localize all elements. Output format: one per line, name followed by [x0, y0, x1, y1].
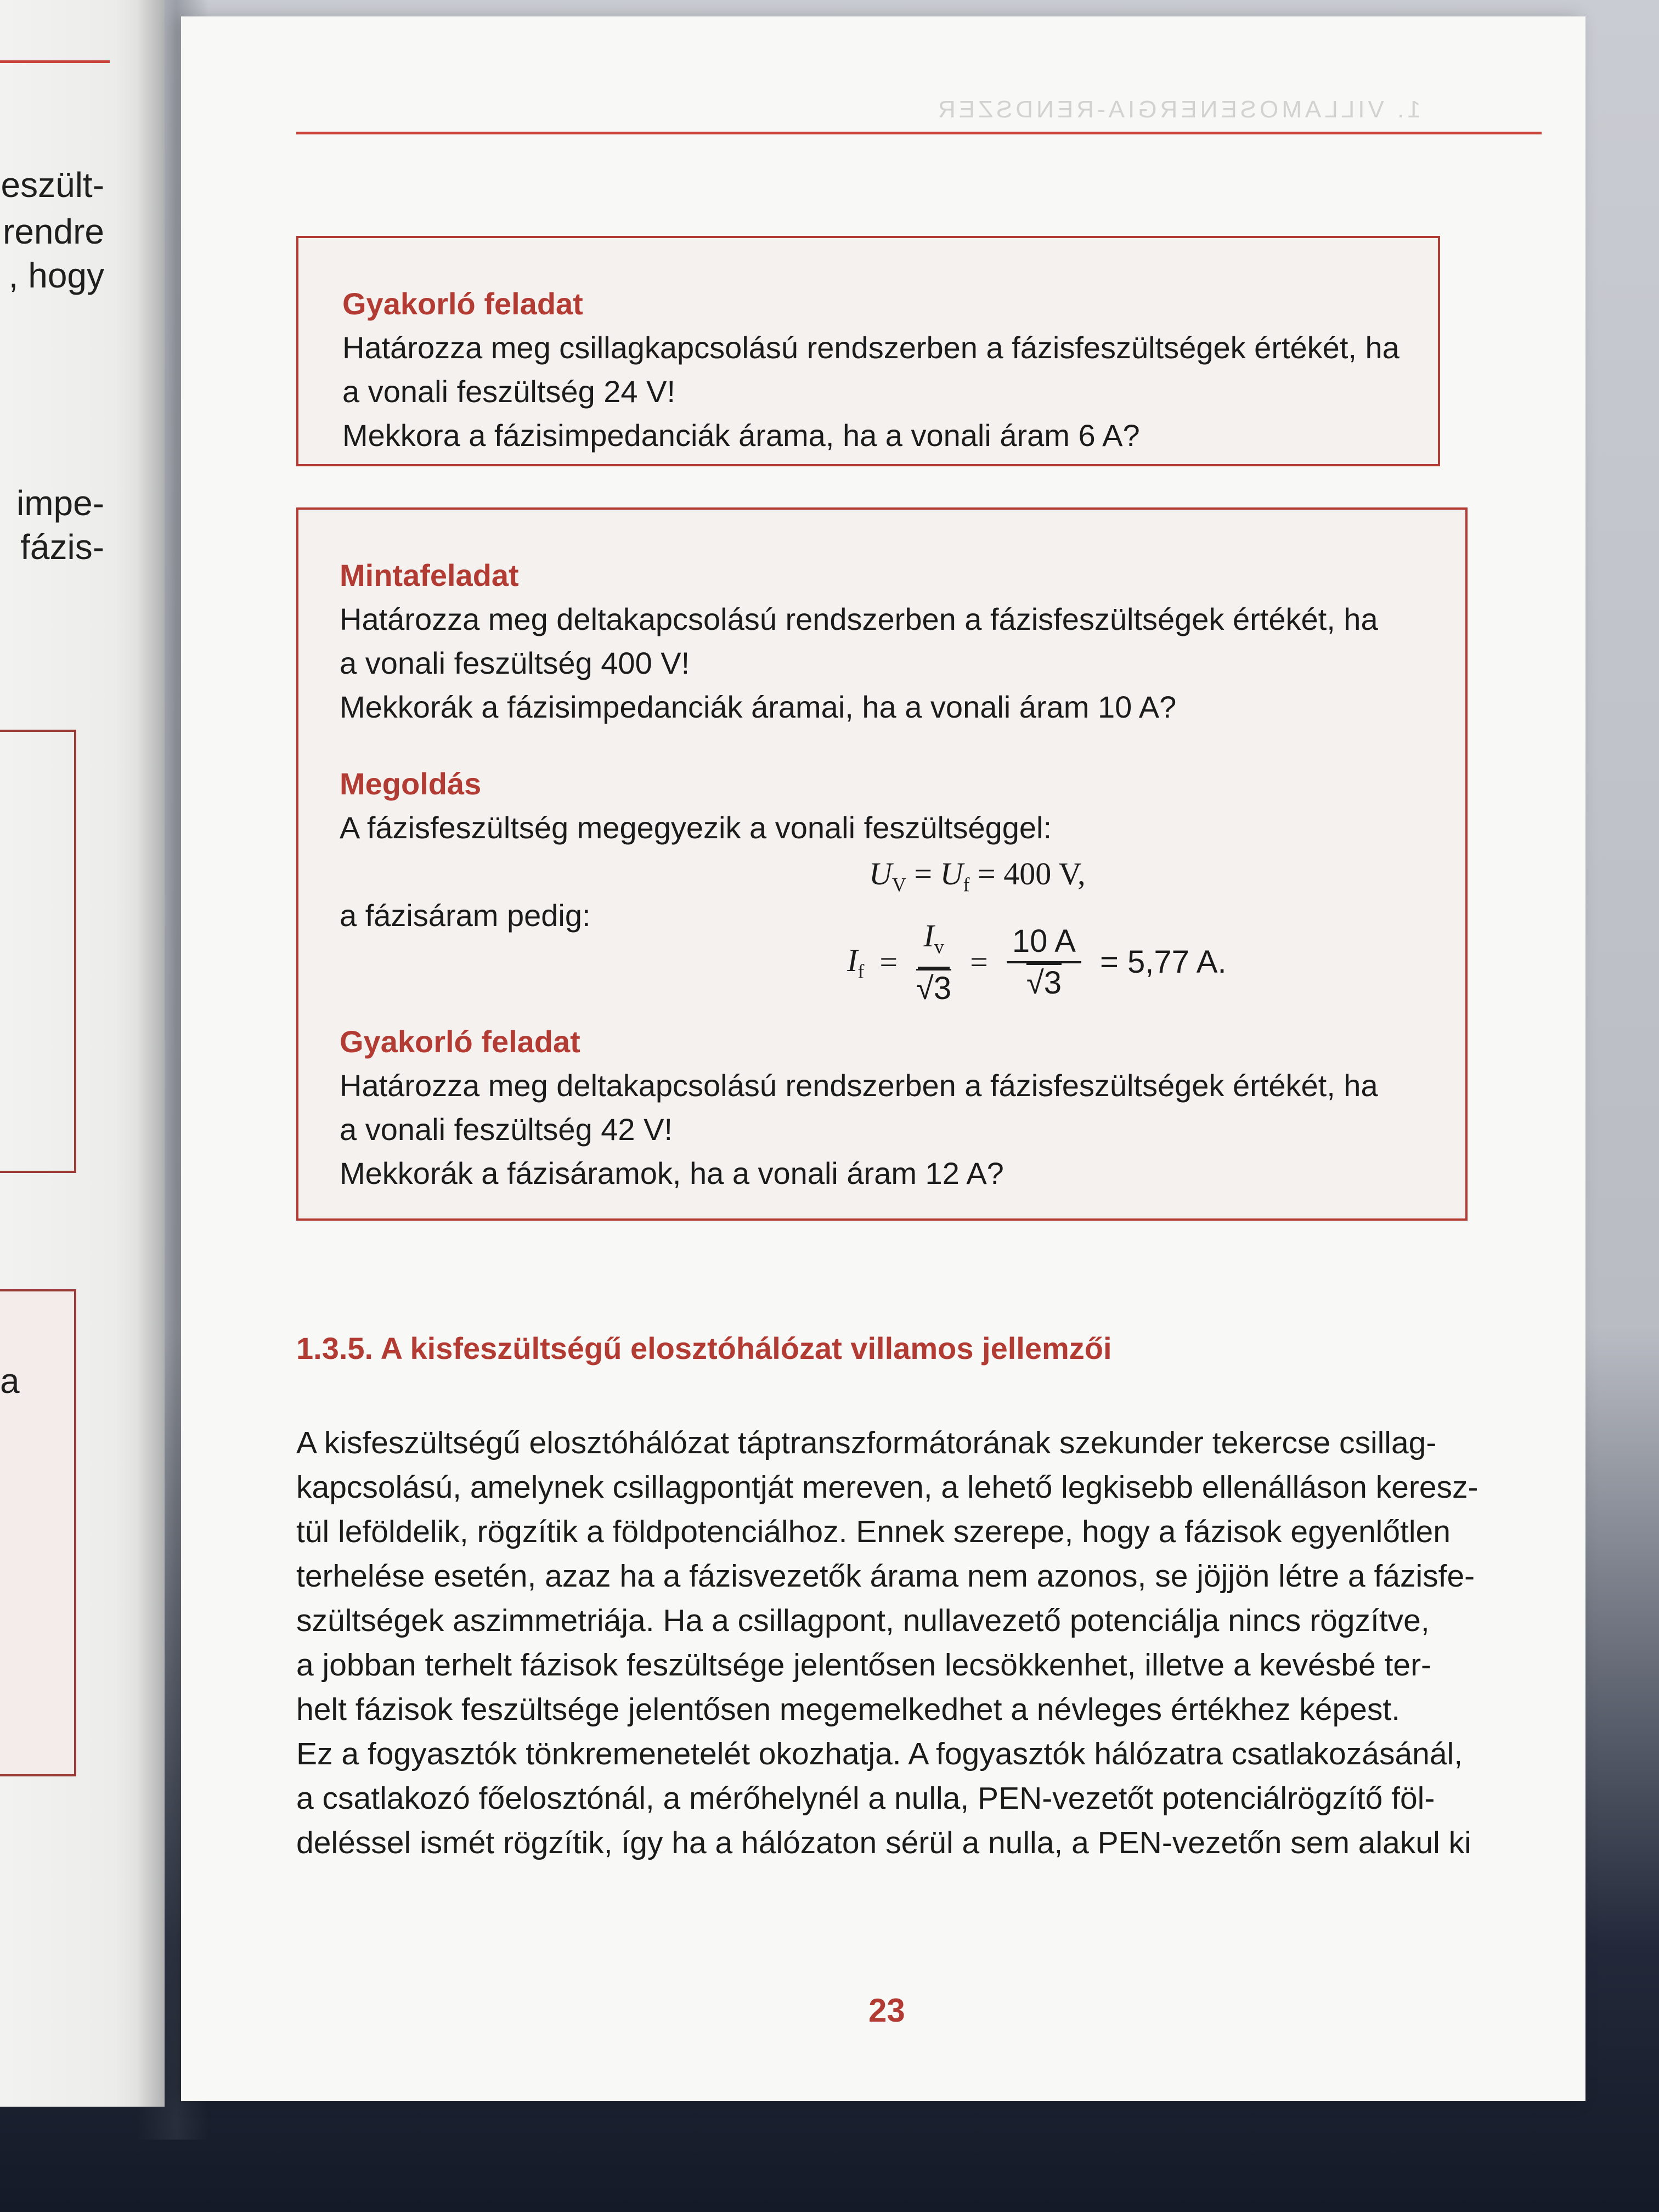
example-task-line: Mekkorák a fázisimpedanciák áramai, ha a vonali áram 10 A?	[340, 690, 1177, 724]
book-page	[181, 16, 1585, 2101]
practice-task-line: Mekkorák a fázisáramok, ha a vonali áram 12 A?	[340, 1156, 1004, 1190]
paragraph-line: tül leföldelik, rögzítik a földpotenciálhoz. Ennek szerepe, hogy a fázisok egyenlőtlen	[296, 1514, 1451, 1549]
page-number: 23	[868, 1992, 905, 2029]
formula-equals: =	[970, 944, 988, 980]
paragraph-line: kapcsolású, amelynek csillagpontját mereven, a lehető legkisebb ellenálláson keresz-	[296, 1470, 1479, 1505]
paragraph-line: terhelése esetén, azaz ha a fázisvezetők árama nem azonos, se jöjjön létre a fázisfe-	[296, 1559, 1475, 1594]
header-rule	[296, 132, 1542, 134]
practice-task-line: Mekkora a fázisimpedanciák árama, ha a vonali áram 6 A?	[342, 418, 1140, 453]
example-task-line: a vonali feszültség 400 V!	[340, 646, 690, 680]
practice-task-line: Határozza meg deltakapcsolású rendszerben a fázisfeszültségek értékét, ha	[340, 1068, 1378, 1103]
paragraph-line: a csatlakozó főelosztónál, a mérőhelynél a nulla, PEN-vezetőt potenciálrögzítő föl-	[296, 1781, 1435, 1816]
square-root-three: √3	[916, 969, 951, 1006]
practice-task-box	[296, 236, 1440, 466]
previous-page-text-line: , hogy	[8, 256, 104, 295]
paragraph-line: deléssel ismét rögzítik, így ha a hálózaton sérül a nulla, a PEN-vezetőn sem alakul ki	[296, 1825, 1471, 1860]
practice-task-line: a vonali feszültség 24 V!	[342, 374, 676, 409]
formula-equals: =	[879, 944, 898, 980]
body-paragraph	[296, 1421, 1528, 1865]
formula-result: = 5,77 A.	[1099, 944, 1227, 980]
formula-lhs	[847, 942, 864, 983]
formula-subscript: v	[934, 935, 944, 958]
paragraph-line: A kisfeszültségű elosztóhálózat táptranszformátorának szekunder tekercse csillag-	[296, 1425, 1437, 1460]
solution-line: A fázisfeszültség megegyezik a vonali feszültséggel:	[340, 810, 1052, 845]
formula-subscript: f	[857, 960, 865, 983]
example-task-heading: Mintafeladat	[340, 558, 519, 592]
formula-symbol: U	[940, 856, 963, 891]
formula-result: = 400 V,	[978, 856, 1086, 891]
formula-fraction	[916, 918, 951, 1006]
paragraph-line: szültségek aszimmetriája. Ha a csillagpont, nullavezető potenciálja nincs rögzítve,	[296, 1603, 1430, 1638]
previous-page-text-line: eszült-	[1, 165, 104, 205]
solution-heading: Megoldás	[340, 766, 482, 801]
paragraph-line: helt fázisok feszültsége jelentősen megemelkedhet a névleges értékhez képest.	[296, 1692, 1401, 1727]
fraction-numerator: 10 A	[1007, 924, 1081, 963]
solution-line: a fázisáram pedig:	[340, 898, 591, 933]
practice-task-line: a vonali feszültség 42 V!	[340, 1112, 673, 1147]
previous-page-header-rule	[0, 60, 110, 63]
previous-page-text-line: impe-	[16, 483, 104, 523]
example-task-box	[296, 507, 1468, 1221]
previous-page-box	[0, 730, 76, 1173]
paragraph-line: Ez a fogyasztók tönkremenetelét okozhatja. A fogyasztók hálózatra csatlakozásánál,	[296, 1736, 1463, 1771]
formula-symbol: I	[847, 942, 858, 978]
previous-page-text-line: a	[0, 1361, 20, 1401]
previous-page-text-line: rendre	[3, 212, 104, 251]
square-root-three: √3	[1026, 963, 1062, 1001]
voltage-formula	[869, 855, 1086, 896]
paragraph-line: a jobban terhelt fázisok feszültsége jelentősen lecsökkenhet, illetve a kevésbé ter-	[296, 1647, 1432, 1683]
current-formula	[847, 918, 1227, 1006]
fraction-denominator	[1026, 963, 1062, 1001]
formula-fraction	[1007, 924, 1081, 1001]
formula-symbol: U	[869, 856, 892, 891]
formula-subscript: V	[891, 873, 906, 896]
practice-task-heading: Gyakorló feladat	[342, 286, 583, 321]
practice-task-heading: Gyakorló feladat	[340, 1024, 580, 1059]
running-head-show-through: 1. VILLAMOSENERGIA-RENDSZER	[935, 96, 1421, 123]
practice-task-line: Határozza meg csillagkapcsolású rendszerben a fázisfeszültségek értékét, ha	[342, 330, 1400, 365]
example-task-line: Határozza meg deltakapcsolású rendszerben a fázisfeszültségek értékét, ha	[340, 602, 1378, 636]
previous-page-text-line: fázis-	[20, 527, 104, 567]
formula-equals: =	[914, 856, 933, 891]
fraction-denominator	[916, 969, 951, 1006]
section-heading: 1.3.5. A kisfeszültségű elosztóhálózat villamos jellemzői	[296, 1331, 1112, 1365]
formula-subscript: f	[963, 873, 970, 896]
formula-symbol: I	[923, 918, 934, 953]
fraction-numerator	[918, 918, 949, 969]
